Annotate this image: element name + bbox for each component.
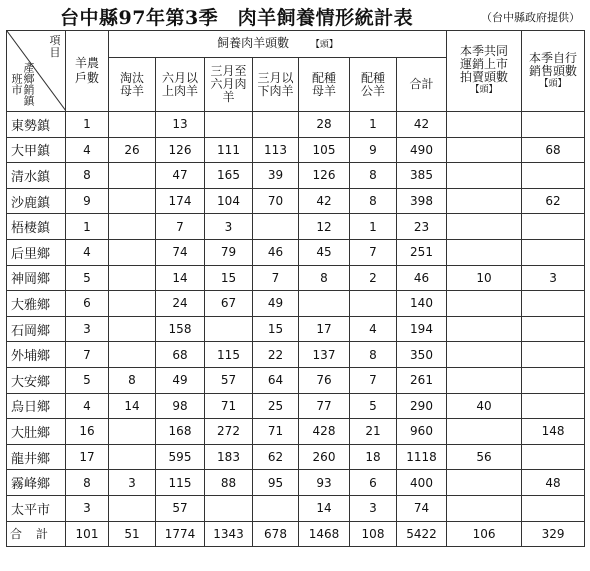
cell-joint: 40 [447, 393, 522, 419]
cell-joint: 10 [447, 265, 522, 291]
cell-breed-ewe: 76 [299, 367, 350, 393]
cell-m3to6: 71 [205, 393, 253, 419]
corner-region-label: 產鄉銷鎮班市 [10, 62, 35, 106]
cell-over6: 47 [156, 163, 205, 189]
col-breeding-ram: 配種公羊 [350, 58, 397, 112]
cell-m3to6: 272 [205, 419, 253, 445]
cell-total: 74 [397, 495, 447, 521]
cell-farmers: 3 [66, 316, 109, 342]
cell-farmers: 6 [66, 291, 109, 317]
cell-total: 42 [397, 112, 447, 138]
cell-joint [447, 188, 522, 214]
cell-m3to6: 88 [205, 470, 253, 496]
group-header [109, 31, 447, 58]
cell-over6: 24 [156, 291, 205, 317]
cell-breed-ram: 21 [350, 419, 397, 445]
cell-self [522, 163, 585, 189]
cell-cull [109, 188, 156, 214]
cell-self [522, 444, 585, 470]
cell-self: 148 [522, 419, 585, 445]
table-row [7, 470, 585, 496]
region-name: 大安鄉 [7, 367, 66, 393]
cell-cull: 3 [109, 470, 156, 496]
cell-joint [447, 239, 522, 265]
col-total: 合計 [397, 58, 447, 112]
cell-cull: 14 [109, 393, 156, 419]
cell-under3: 95 [253, 470, 299, 496]
cell-self [522, 342, 585, 368]
cell-under3: 39 [253, 163, 299, 189]
cell-total: 23 [397, 214, 447, 240]
cell-total: 46 [397, 265, 447, 291]
total-over6: 1774 [156, 521, 205, 547]
cell-self [522, 112, 585, 138]
cell-joint [447, 342, 522, 368]
cell-under3: 22 [253, 342, 299, 368]
total-m3to6: 1343 [205, 521, 253, 547]
region-name: 沙鹿鎮 [7, 188, 66, 214]
group-title: 飼養肉羊頭數 [217, 35, 290, 50]
cell-total: 261 [397, 367, 447, 393]
cell-m3to6 [205, 495, 253, 521]
cell-breed-ewe: 17 [299, 316, 350, 342]
cell-joint [447, 137, 522, 163]
cell-cull [109, 342, 156, 368]
table-row [7, 342, 585, 368]
total-cull: 51 [109, 521, 156, 547]
region-name: 梧棲鎮 [7, 214, 66, 240]
livestock-table [6, 30, 585, 547]
total-joint: 106 [447, 521, 522, 547]
cell-under3: 62 [253, 444, 299, 470]
region-name: 后里鄉 [7, 239, 66, 265]
table-row [7, 137, 585, 163]
cell-joint [447, 316, 522, 342]
self-unit: 【頭】 [539, 78, 567, 89]
cell-breed-ram: 3 [350, 495, 397, 521]
cell-farmers: 3 [66, 495, 109, 521]
cell-total: 140 [397, 291, 447, 317]
cell-joint [447, 470, 522, 496]
cell-under3: 49 [253, 291, 299, 317]
cell-self: 3 [522, 265, 585, 291]
cell-total: 1118 [397, 444, 447, 470]
cell-breed-ram: 5 [350, 393, 397, 419]
cell-farmers: 5 [66, 265, 109, 291]
col-cull-ewe: 淘汰母羊 [109, 58, 156, 112]
cell-over6: 13 [156, 112, 205, 138]
cell-breed-ram: 4 [350, 316, 397, 342]
cell-breed-ram: 8 [350, 188, 397, 214]
cell-total: 194 [397, 316, 447, 342]
col-farmers: 羊農戶數 [66, 31, 109, 112]
cell-under3 [253, 495, 299, 521]
cell-self [522, 393, 585, 419]
table-row [7, 291, 585, 317]
cell-joint [447, 419, 522, 445]
cell-over6: 595 [156, 444, 205, 470]
cell-m3to6: 104 [205, 188, 253, 214]
cell-breed-ewe: 428 [299, 419, 350, 445]
table-row [7, 444, 585, 470]
cell-cull [109, 239, 156, 265]
group-unit: 【頭】 [310, 39, 338, 50]
cell-m3to6: 57 [205, 367, 253, 393]
region-name: 神岡鄉 [7, 265, 66, 291]
cell-farmers: 9 [66, 188, 109, 214]
cell-breed-ram: 1 [350, 214, 397, 240]
cell-self [522, 239, 585, 265]
cell-under3: 113 [253, 137, 299, 163]
cell-farmers: 1 [66, 112, 109, 138]
title-row [0, 0, 590, 30]
cell-cull [109, 214, 156, 240]
cell-over6: 115 [156, 470, 205, 496]
col-under-3-months: 三月以下肉羊 [253, 58, 299, 112]
region-name: 龍井鄉 [7, 444, 66, 470]
cell-total: 400 [397, 470, 447, 496]
cell-cull [109, 419, 156, 445]
source-note: （台中縣政府提供） [481, 11, 580, 24]
cell-cull [109, 495, 156, 521]
table-row [7, 112, 585, 138]
cell-farmers: 4 [66, 393, 109, 419]
cell-under3 [253, 112, 299, 138]
total-farmers: 101 [66, 521, 109, 547]
cell-cull [109, 163, 156, 189]
cell-breed-ewe: 126 [299, 163, 350, 189]
table-row [7, 393, 585, 419]
cell-self: 62 [522, 188, 585, 214]
table-row [7, 163, 585, 189]
cell-joint [447, 495, 522, 521]
cell-breed-ram: 7 [350, 239, 397, 265]
col-self-sales: 本季自行銷售頭數 【頭】 [522, 31, 585, 112]
cell-m3to6: 111 [205, 137, 253, 163]
totals-label: 合計 [7, 521, 66, 547]
cell-m3to6: 15 [205, 265, 253, 291]
cell-under3 [253, 214, 299, 240]
cell-under3: 46 [253, 239, 299, 265]
cell-self [522, 291, 585, 317]
table-row [7, 239, 585, 265]
cell-cull [109, 291, 156, 317]
total-breed-ram: 108 [350, 521, 397, 547]
table-row [7, 214, 585, 240]
cell-self [522, 495, 585, 521]
col-over-6-months: 六月以上肉羊 [156, 58, 205, 112]
cell-breed-ram: 9 [350, 137, 397, 163]
table-row [7, 367, 585, 393]
region-name: 霧峰鄉 [7, 470, 66, 496]
cell-breed-ewe: 93 [299, 470, 350, 496]
cell-under3: 71 [253, 419, 299, 445]
table-row [7, 419, 585, 445]
cell-self: 68 [522, 137, 585, 163]
totals-row [7, 521, 585, 547]
cell-farmers: 4 [66, 137, 109, 163]
cell-farmers: 1 [66, 214, 109, 240]
cell-breed-ram: 7 [350, 367, 397, 393]
cell-cull [109, 265, 156, 291]
cell-farmers: 17 [66, 444, 109, 470]
corner-header [7, 31, 66, 112]
table-body [7, 112, 585, 547]
cell-over6: 57 [156, 495, 205, 521]
cell-under3: 25 [253, 393, 299, 419]
cell-total: 398 [397, 188, 447, 214]
region-name: 東勢鎮 [7, 112, 66, 138]
cell-breed-ram: 8 [350, 342, 397, 368]
cell-joint [447, 367, 522, 393]
cell-cull: 26 [109, 137, 156, 163]
cell-total: 290 [397, 393, 447, 419]
cell-breed-ewe: 8 [299, 265, 350, 291]
cell-farmers: 7 [66, 342, 109, 368]
cell-m3to6 [205, 112, 253, 138]
cell-m3to6: 115 [205, 342, 253, 368]
joint-unit: 【頭】 [470, 85, 498, 95]
cell-joint [447, 214, 522, 240]
cell-breed-ewe: 77 [299, 393, 350, 419]
col-joint-sales: 本季共同運銷上市拍賣頭數 【頭】 [447, 31, 522, 112]
cell-m3to6: 67 [205, 291, 253, 317]
region-name: 外埔鄉 [7, 342, 66, 368]
cell-breed-ewe: 28 [299, 112, 350, 138]
table-row [7, 188, 585, 214]
cell-breed-ewe: 137 [299, 342, 350, 368]
cell-joint [447, 163, 522, 189]
cell-farmers: 5 [66, 367, 109, 393]
cell-m3to6: 165 [205, 163, 253, 189]
cell-over6: 168 [156, 419, 205, 445]
cell-under3: 70 [253, 188, 299, 214]
cell-breed-ram [350, 291, 397, 317]
cell-breed-ram: 2 [350, 265, 397, 291]
cell-under3: 15 [253, 316, 299, 342]
total-total: 5422 [397, 521, 447, 547]
region-name: 清水鎮 [7, 163, 66, 189]
cell-over6: 98 [156, 393, 205, 419]
cell-breed-ewe: 260 [299, 444, 350, 470]
cell-over6: 14 [156, 265, 205, 291]
cell-over6: 158 [156, 316, 205, 342]
region-name: 大肚鄉 [7, 419, 66, 445]
cell-farmers: 8 [66, 163, 109, 189]
cell-under3: 7 [253, 265, 299, 291]
region-name: 太平市 [7, 495, 66, 521]
cell-self [522, 367, 585, 393]
cell-cull [109, 112, 156, 138]
cell-m3to6 [205, 316, 253, 342]
cell-farmers: 8 [66, 470, 109, 496]
cell-breed-ewe: 12 [299, 214, 350, 240]
cell-over6: 174 [156, 188, 205, 214]
cell-m3to6: 183 [205, 444, 253, 470]
cell-total: 490 [397, 137, 447, 163]
cell-cull [109, 316, 156, 342]
cell-cull [109, 444, 156, 470]
cell-under3: 64 [253, 367, 299, 393]
cell-breed-ram: 18 [350, 444, 397, 470]
cell-over6: 7 [156, 214, 205, 240]
cell-farmers: 4 [66, 239, 109, 265]
region-name: 大甲鎮 [7, 137, 66, 163]
cell-m3to6: 79 [205, 239, 253, 265]
total-breed-ewe: 1468 [299, 521, 350, 547]
region-name: 石岡鄉 [7, 316, 66, 342]
cell-over6: 126 [156, 137, 205, 163]
col-breeding-ewe: 配種母羊 [299, 58, 350, 112]
cell-breed-ram: 6 [350, 470, 397, 496]
cell-breed-ram: 1 [350, 112, 397, 138]
table-row [7, 265, 585, 291]
cell-m3to6: 3 [205, 214, 253, 240]
cell-joint: 56 [447, 444, 522, 470]
cell-breed-ewe [299, 291, 350, 317]
table-row [7, 495, 585, 521]
corner-item-label: 項目 [49, 34, 61, 59]
cell-total: 385 [397, 163, 447, 189]
cell-total: 251 [397, 239, 447, 265]
cell-joint [447, 291, 522, 317]
cell-breed-ewe: 42 [299, 188, 350, 214]
cell-breed-ram: 8 [350, 163, 397, 189]
cell-self: 48 [522, 470, 585, 496]
total-under3: 678 [253, 521, 299, 547]
cell-cull: 8 [109, 367, 156, 393]
cell-self [522, 214, 585, 240]
col-3-to-6-months: 三月至六月肉羊 [205, 58, 253, 112]
region-name: 烏日鄉 [7, 393, 66, 419]
cell-farmers: 16 [66, 419, 109, 445]
cell-total: 350 [397, 342, 447, 368]
cell-self [522, 316, 585, 342]
cell-joint [447, 112, 522, 138]
cell-breed-ewe: 14 [299, 495, 350, 521]
page-title: 台中縣97年第3季 肉羊飼養情形統計表 [60, 7, 414, 29]
cell-breed-ewe: 45 [299, 239, 350, 265]
cell-over6: 74 [156, 239, 205, 265]
cell-over6: 49 [156, 367, 205, 393]
cell-breed-ewe: 105 [299, 137, 350, 163]
total-self: 329 [522, 521, 585, 547]
table-row [7, 316, 585, 342]
cell-over6: 68 [156, 342, 205, 368]
cell-total: 960 [397, 419, 447, 445]
region-name: 大雅鄉 [7, 291, 66, 317]
